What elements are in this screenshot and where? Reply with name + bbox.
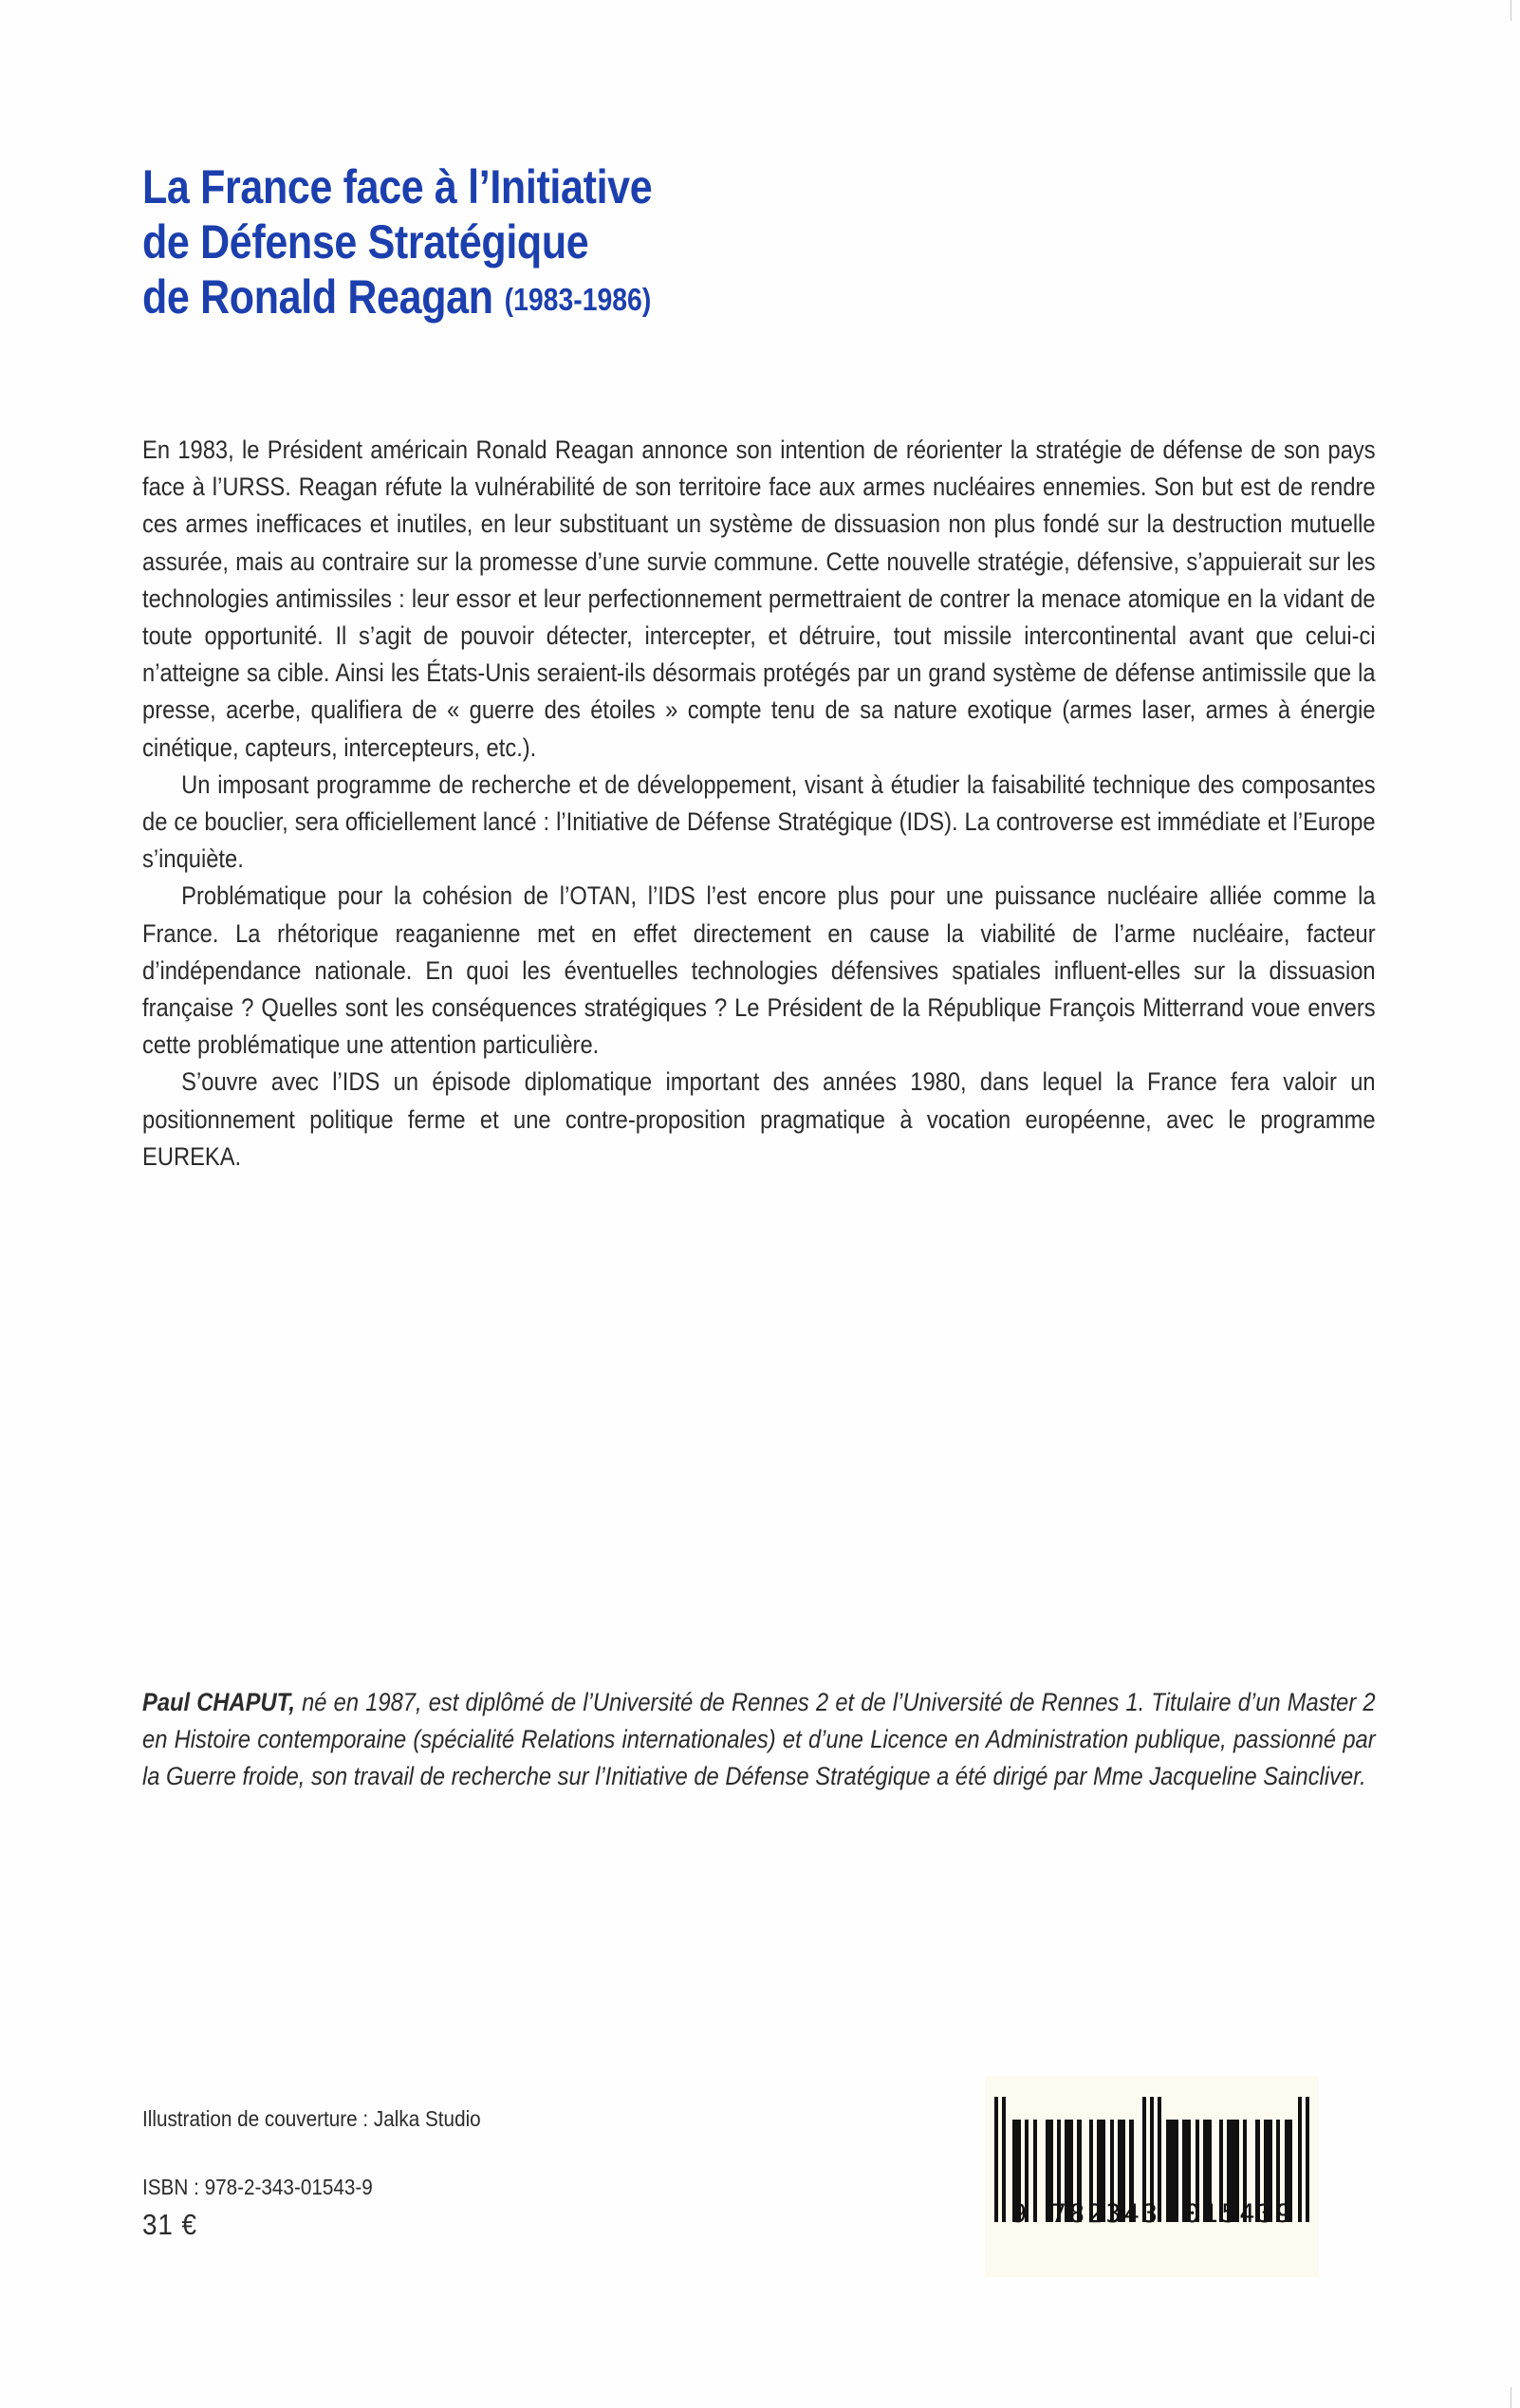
barcode-digits [1010, 2199, 1294, 2229]
blurb-paragraph: Problématique pour la cohésion de l’OTAN, l’IDS l’est encore plus pour une puissance nucléaire alliée comme la France. La rhétorique reaganienne met en effet directement en cause la viabilité de l’arme nucléaire, facteur d’indépendance nationale. En quoi les éventuelles technologies défensives spatiales influent-elles sur la dissuasion française ? Quelles sont les conséquences stratégiques ? Le Président de la République François Mitterrand voue envers cette problématique une attention particulière. [142, 881, 1376, 1060]
title-line-3 [142, 269, 1105, 324]
barcode-right-group: 015439 [1184, 2199, 1294, 2229]
cover-footer [142, 2104, 901, 2239]
barcode-left-group: 782343 [1050, 2199, 1161, 2229]
title-years: (1983-1986) [504, 282, 652, 317]
author-name: Paul CHAPUT, [142, 1688, 295, 1716]
back-cover-blurb [142, 432, 1376, 1176]
bio-paragraph [142, 1684, 1376, 1796]
isbn-line: ISBN : 978-2-343-01543-9 [142, 2175, 373, 2199]
illustration-credit: Illustration de couverture : Jalka Studio [142, 2106, 481, 2131]
bio-text: né en 1987, est diplômé de l’Université de Rennes 2 et de l’Université de Rennes 1. Titulaire d’un Master 2 en Histoire contemporaine (spécialité Relations internationales) et d’une Licence en Administration publique, passionné par la Guerre froide, son travail de recherche sur l’Initiative de Défense Stratégique a été dirigé par Mme Jacqueline Saincliver. [142, 1688, 1376, 1791]
title-line-1: La France face à l’Initiative [142, 160, 653, 213]
blurb-paragraph: S’ouvre avec l’IDS un épisode diplomatique important des années 1980, dans lequel la France fera valoir un positionnement politique ferme et une contre-proposition pragmatique à vocation européenne, avec le programme EUREKA. [142, 1067, 1376, 1171]
blurb-paragraph: Un imposant programme de recherche et de développement, visant à étudier la faisabilité technique des composantes de ce bouclier, sera officiellement lancé : l’Initiative de Défense Stratégique (IDS). La controverse est immédiate et l’Europe s’inquiète. [142, 769, 1376, 874]
book-title [142, 159, 1262, 324]
title-line-2: de Défense Stratégique [142, 215, 589, 269]
author-biography [142, 1684, 1376, 1796]
title-line-3-text: de Ronald Reagan [142, 270, 493, 324]
price-label: 31 € [142, 2208, 197, 2241]
barcode-lead-digit: 9 [1011, 2199, 1028, 2229]
ean13-barcode [985, 2076, 1319, 2277]
blurb-paragraph: En 1983, le Président américain Ronald Reagan annonce son intention de réorienter la stratégie de défense de son pays face à l’URSS. Reagan réfute la vulnérabilité de son territoire face aux armes nucléaires ennemies. Son but est de rendre ces armes inefficaces et inutiles, en leur substituant un système de dissuasion non plus fondé sur la destruction mutuelle assurée, mais au contraire sur la promesse d’une survie commune. Cette nouvelle stratégie, défensive, s’appuierait sur les technologies antimissiles : leur essor et leur perfectionnement permettraient de contrer la menace atomique en la vidant de toute opportunité. Il s’agit de pouvoir détecter, intercepter, et détruire, tout missile intercontinental avant que celui-ci n’atteigne sa cible. Ainsi les États-Unis seraient-ils désormais protégés par un grand système de défense antimissile que la presse, acerbe, qualifiera de « guerre des étoiles » compte tenu de sa nature exotique (armes laser, armes à énergie cinétique, capteurs, intercepteurs, etc.). [142, 435, 1376, 762]
